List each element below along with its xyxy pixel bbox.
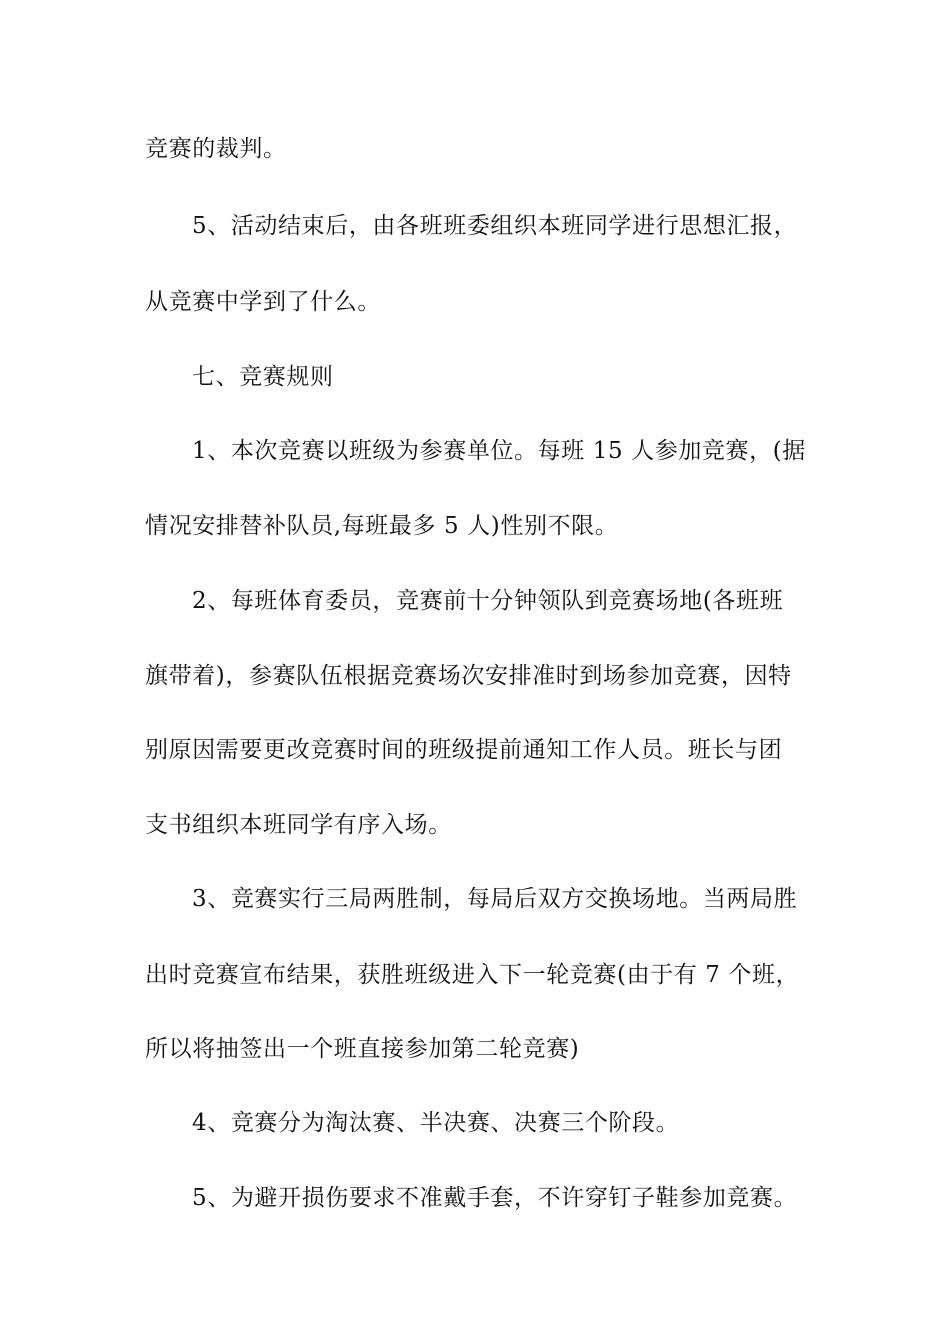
section-heading: 七、竞赛规则 (192, 364, 334, 390)
text-line: 所以将抽签出一个班直接参加第二轮竞赛) (145, 1036, 580, 1062)
text-line: 5、为避开损伤要求不准戴手套，不许穿钉子鞋参加竞赛。 (192, 1185, 798, 1211)
text-line: 支书组织本班同学有序入场。 (145, 812, 452, 838)
text-line: 竞赛的裁判。 (145, 136, 287, 162)
text-line: 旗带着)，参赛队伍根据竞赛场次安排准时到场参加竞赛，因特 (145, 663, 792, 689)
text-line: 别原因需要更改竞赛时间的班级提前通知工作人员。班长与团 (145, 737, 783, 763)
text-line: 1、本次竞赛以班级为参赛单位。每班 15 人参加竞赛，(据 (192, 438, 806, 464)
text-line: 2、每班体育委员，竞赛前十分钟领队到竞赛场地(各班班 (192, 588, 784, 614)
text-line: 情况安排替补队员,每班最多 5 人)性别不限。 (145, 513, 619, 539)
text-line: 3、竞赛实行三局两胜制，每局后双方交换场地。当两局胜 (192, 886, 798, 912)
text-line: 出时竞赛宣布结果，获胜班级进入下一轮竞赛(由于有 7 个班， (145, 962, 800, 988)
text-line: 4、竞赛分为淘汰赛、半决赛、决赛三个阶段。 (192, 1110, 680, 1136)
text-line: 5、活动结束后，由各班班委组织本班同学进行思想汇报， (192, 213, 798, 239)
text-line: 从竞赛中学到了什么。 (145, 289, 381, 315)
